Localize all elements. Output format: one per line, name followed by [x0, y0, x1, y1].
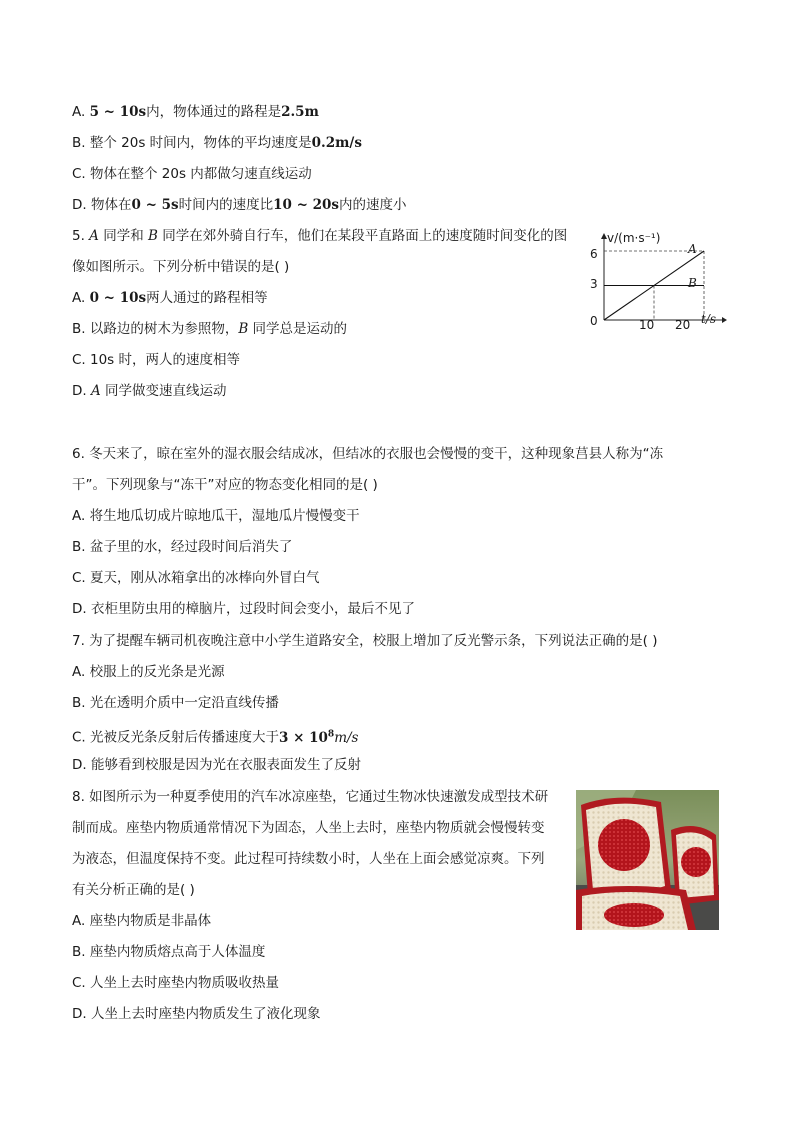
car-seat-cushion-photo — [576, 790, 719, 930]
q4-option-d-math1: 0 ~ 5s — [131, 197, 179, 213]
q5-option-c: C. 10s 时，两人的速度相等 — [72, 352, 241, 368]
q5-option-a-prefix: A. — [72, 290, 90, 306]
q5-stem-line2: 像如图所示。下列分析中错误的是( ) — [72, 259, 290, 275]
q7-option-b: B. 光在透明介质中一定沿直线传播 — [72, 695, 279, 711]
q8-option-b: B. 座垫内物质熔点高于人体温度 — [72, 944, 266, 960]
q6-stem-line2: 干”。下列现象与“冻干”对应的物态变化相同的是( ) — [72, 477, 378, 493]
q8-stem-line4: 有关分析正确的是( ) — [72, 882, 195, 898]
q5-number: 5. — [72, 228, 90, 244]
graph-y-label: v/(m·s⁻¹) — [607, 231, 661, 245]
q7-option-a: A. 校服上的反光条是光源 — [72, 664, 225, 680]
q7-option-d: D. 能够看到校服是因为光在衣服表面发生了反射 — [72, 757, 361, 773]
q5-stem-text1: 同学和 — [98, 228, 149, 244]
q8-option-a: A. 座垫内物质是非晶体 — [72, 913, 212, 929]
q6-option-d: D. 衣柜里防虫用的樟脑片，过段时间会变小，最后不见了 — [72, 601, 415, 617]
graph-line-b-label: B — [688, 276, 697, 290]
q5-option-b-prefix: B. 以路边的树木为参照物， — [72, 321, 239, 337]
q4-option-a-interval: 5 ~ 10s — [89, 104, 147, 120]
q4-option-d-suffix: 内的速度小 — [338, 197, 407, 213]
q4-option-a — [72, 102, 319, 122]
q8-option-d: D. 人坐上去时座垫内物质发生了液化现象 — [72, 1006, 321, 1022]
q4-option-d-math2-wrap — [273, 197, 339, 213]
graph-x-axis-arrow — [722, 317, 727, 323]
q4-option-b-text: B. 整个 20s 时间内，物体的平均速度是 — [72, 135, 312, 151]
q4-option-b-value: 0.2m/s — [311, 135, 362, 151]
q7-option-c-base: 3 × 10 — [279, 729, 328, 746]
q5-option-d-prefix: D. — [72, 383, 91, 399]
q6-option-a: A. 将生地瓜切成片晾地瓜干，湿地瓜片慢慢变干 — [72, 508, 360, 524]
q7-stem: 7. 为了提醒车辆司机夜晚注意中小学生道路安全，校服上增加了反光警示条，下列说法正确的是( ) — [72, 633, 658, 649]
q4-option-b — [72, 133, 362, 153]
q4-option-d — [72, 195, 406, 215]
q4-option-d-math1-wrap — [131, 197, 178, 213]
q7-option-c-unit: m/s — [334, 729, 359, 746]
q7-option-c-text: C. 光被反光条反射后传播速度大于 — [72, 729, 280, 746]
q5-stem-line1 — [72, 226, 567, 246]
graph-line-a-label: A — [688, 242, 697, 256]
q5-option-a — [72, 288, 268, 308]
q7-option-c-exponent: 8 — [327, 729, 335, 739]
q4-option-b-value-wrap — [312, 135, 362, 151]
graph-y-tick-6: 6 — [590, 247, 598, 261]
graph-x-label: t/s — [701, 312, 717, 326]
q5-var-a: A — [89, 228, 99, 244]
velocity-time-graph — [582, 228, 732, 338]
q8-stem-line1: 8. 如图所示为一种夏季使用的汽车冰凉座垫，它通过生物冰快速激发成型技术研 — [72, 789, 549, 805]
q8-option-c: C. 人坐上去时座垫内物质吸收热量 — [72, 975, 280, 991]
q4-option-a-value-wrap — [281, 104, 319, 120]
q4-option-d-math2: 10 ~ 20s — [273, 197, 339, 213]
q4-option-c: C. 物体在整个 20s 内都做匀速直线运动 — [72, 166, 312, 182]
q5-option-a-text: 两人通过的路程相等 — [146, 290, 268, 306]
q6-option-c: C. 夏天，刚从冰箱拿出的冰棒向外冒白气 — [72, 570, 320, 586]
q5-option-d-suffix: 同学做变速直线运动 — [100, 383, 227, 399]
q4-option-a-text: 内，物体通过的路程是 — [146, 104, 282, 120]
q7-option-c — [72, 724, 358, 748]
q5-option-a-math: 0 ~ 10s — [89, 290, 147, 306]
q4-option-d-prefix: D. 物体在 — [72, 197, 132, 213]
q7-option-c-math — [279, 730, 358, 746]
q5-stem-text2: 同学在郊外骑自行车，他们在某段平直路面上的速度随时间变化的图 — [157, 228, 568, 244]
q4-option-a-prefix: A. — [72, 104, 90, 120]
graph-x-tick-10: 10 — [639, 318, 655, 332]
q5-option-d — [72, 381, 227, 401]
q5-option-b-suffix: 同学总是运动的 — [248, 321, 348, 337]
q5-option-b-var: B — [238, 321, 249, 337]
q4-option-a-value: 2.5m — [281, 104, 319, 120]
q5-var-b: B — [148, 228, 158, 244]
q4-option-a-math — [90, 104, 147, 120]
q6-option-b: B. 盆子里的水，经过段时间后消失了 — [72, 539, 293, 555]
q4-option-d-mid: 时间内的速度比 — [178, 197, 274, 213]
graph-x-tick-20: 20 — [675, 318, 691, 332]
graph-origin: 0 — [590, 314, 598, 328]
q5-option-b — [72, 319, 347, 339]
q8-stem-line2: 制而成。座垫内物质通常情况下为固态，人坐上去时，座垫内物质就会慢慢转变 — [72, 820, 545, 836]
q8-stem-line3: 为液态，但温度保持不变。此过程可持续数小时，人坐在上面会感觉凉爽。下列 — [72, 851, 545, 867]
graph-y-tick-3: 3 — [590, 277, 598, 291]
q6-stem-line1: 6. 冬天来了，晾在室外的湿衣服会结成冰，但结冰的衣服也会慢慢的变干，这种现象莒县人称为“冻 — [72, 446, 664, 462]
q5-option-d-var: A — [90, 383, 101, 399]
q5-option-a-math-wrap — [90, 290, 147, 306]
